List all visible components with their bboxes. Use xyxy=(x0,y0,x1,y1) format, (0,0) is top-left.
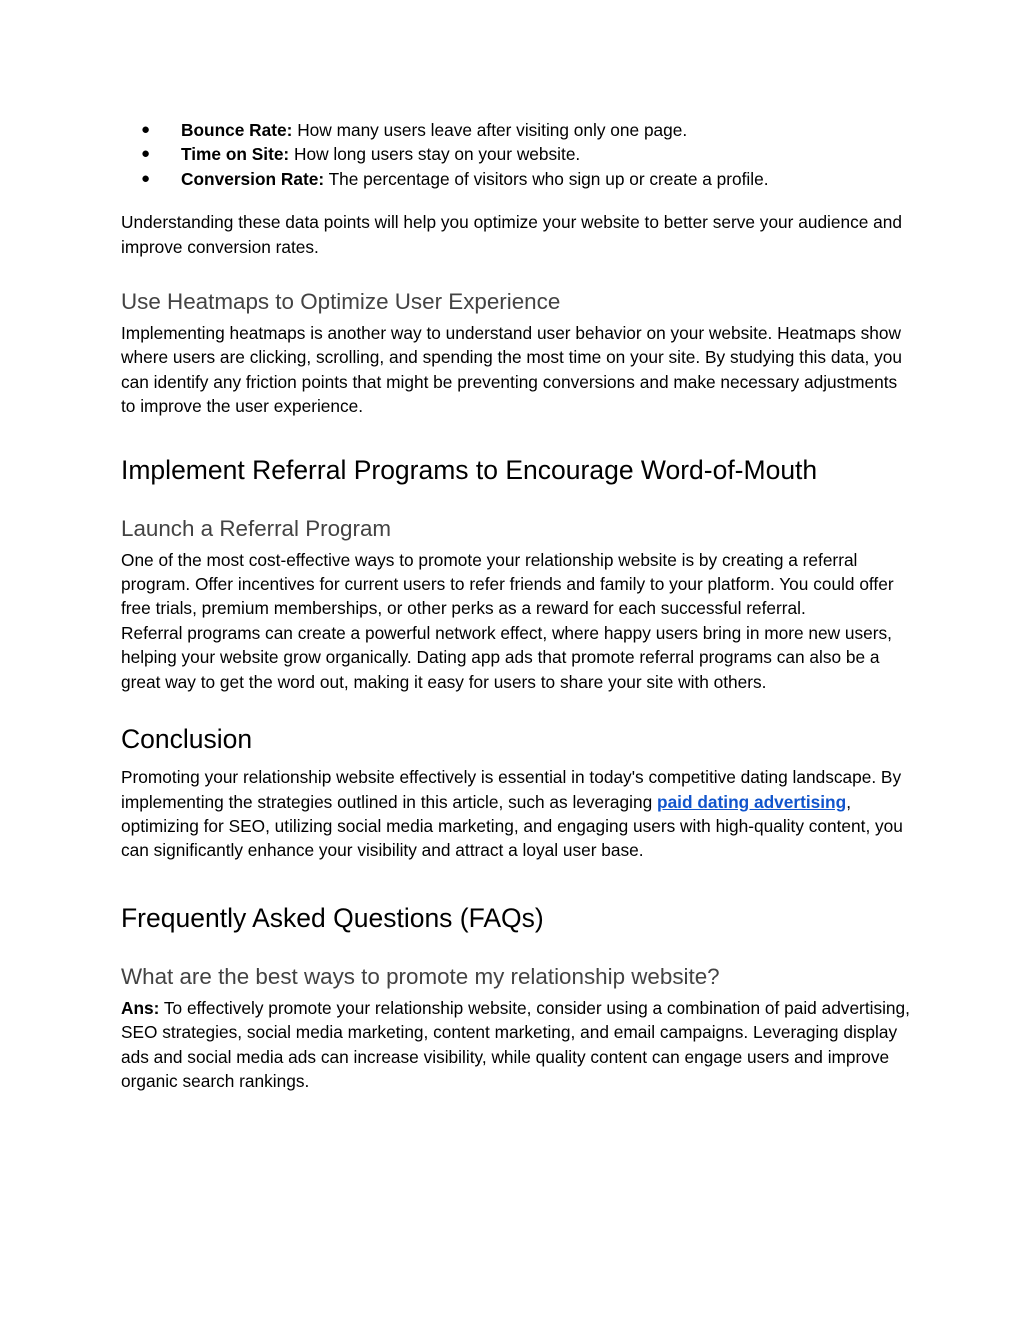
bullet-icon: ● xyxy=(141,121,151,138)
conclusion-text-before: Promoting your relationship website effectively is essential in today's competitive dating landscape. By implementing the strategies outlined in this article, such as leveraging xyxy=(121,767,902,812)
referral-heading: Implement Referral Programs to Encourage Word-of-Mouth xyxy=(121,454,818,485)
document-page xyxy=(121,118,911,1093)
metrics-bullet-list xyxy=(121,118,911,191)
heatmaps-paragraph: Implementing heatmaps is another way to understand user behavior on your website. Heatmaps show where users are clicking, scrolling, and spending the most time on your site. By studying this data, you can identify any friction points that might be preventing conversions and make necessary adjustments to improve the user experience. xyxy=(121,323,902,417)
bullet-text: The percentage of visitors who sign up or create a profile. xyxy=(324,168,769,189)
paid-dating-advertising-link[interactable]: paid dating advertising xyxy=(657,791,847,812)
bullet-icon: ● xyxy=(141,145,151,163)
bullet-label: Bounce Rate: xyxy=(181,120,293,140)
referral-paragraph-1: One of the most cost-effective ways to promote your relationship website is by creating a referral program. Offer incentives for current users to refer friends and family to your platform. You could offer free trials, premium memberships, or other perks as a reward for each successful referral. xyxy=(121,549,894,619)
conclusion-text-after: , optimizing for SEO, utilizing social media marketing, and engaging users with high-quality content, you can significantly enhance your visibility and attract a loyal user base. xyxy=(121,791,903,861)
heatmaps-heading: Use Heatmaps to Optimize User Experience xyxy=(121,289,561,315)
intro-paragraph: Understanding these data points will help you optimize your website to better serve your audience and improve conversion rates. xyxy=(121,212,902,257)
bullet-label: Conversion Rate: xyxy=(181,168,325,189)
faqs-heading: Frequently Asked Questions (FAQs) xyxy=(121,902,544,933)
bullet-label: Time on Site: xyxy=(181,144,290,165)
referral-subheading: Launch a Referral Program xyxy=(121,515,392,541)
list-item xyxy=(121,167,911,191)
conclusion-heading: Conclusion xyxy=(121,724,253,755)
bullet-text: How many users leave after visiting only one page. xyxy=(292,120,688,140)
bullet-text: How long users stay on your website. xyxy=(289,144,581,165)
conclusion-paragraph xyxy=(121,765,911,863)
answer-label: Ans: xyxy=(121,997,160,1018)
bullet-icon: ● xyxy=(141,169,151,187)
faq-answer xyxy=(121,996,911,1094)
referral-paragraph-2: Referral programs can create a powerful network effect, where happy users bring in more new users, helping your website grow organically. Dating app ads that promote referral programs can also be a great way to get the word out, making it easy for users to share your site with others. xyxy=(121,622,892,692)
list-item xyxy=(121,118,911,142)
list-item xyxy=(121,142,911,166)
answer-text: To effectively promote your relationship website, consider using a combination of paid advertising, SEO strategies, social media marketing, content marketing, and email campaigns. Leveraging display ads and social media ads can increase visibility, while quality content can engage users and improve organic search rankings. xyxy=(121,997,910,1091)
faq-question: What are the best ways to promote my relationship website? xyxy=(121,963,720,989)
